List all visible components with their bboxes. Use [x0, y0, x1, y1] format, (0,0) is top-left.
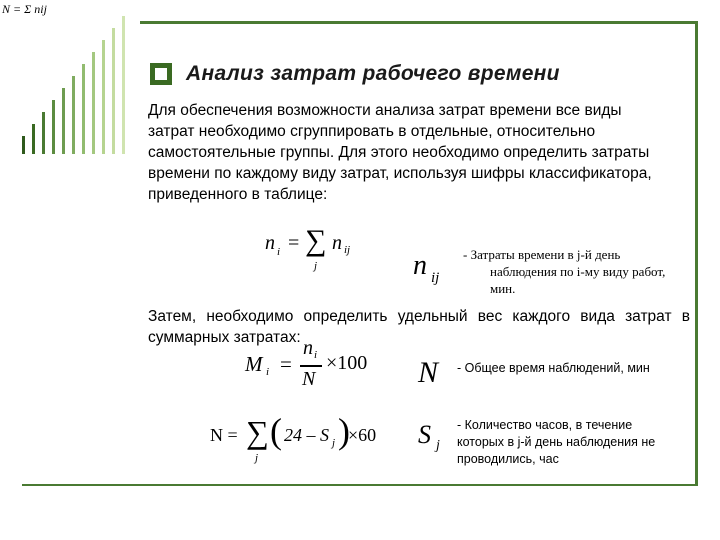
- stripe: [72, 76, 75, 154]
- Sj-symbol: S: [418, 420, 431, 449]
- slide-title: Анализ затрат рабочего времени: [186, 62, 560, 85]
- formula-mi-num-sub: i: [314, 349, 318, 361]
- formula-N-sum-sub: j: [255, 452, 259, 464]
- bottom-rule: [22, 484, 698, 486]
- formula-ni-lhs: n: [265, 232, 275, 254]
- formula-ni-sum: ∑: [305, 224, 327, 257]
- nij-symbol-sub: ij: [431, 270, 440, 286]
- N-desc: - Общее время наблюдений, мин: [457, 361, 650, 375]
- formula-ni-term-sub: ij: [344, 244, 351, 256]
- formula-ni-lhs-sub: i: [277, 246, 281, 258]
- N-symbol: N: [418, 356, 439, 389]
- intro-paragraph: Для обеспечения возможности анализа затрат времени все виды затрат необходимо сгруппировать в отдельные, относительно самостоятельные группы. Для этого необходимо определить затраты времени по каждому виду затрат, используя шифры классификатора, приведенного в таблице:: [148, 102, 652, 203]
- square-bullet-icon: [150, 63, 172, 85]
- Sj-desc-line2: которых в j-й день наблюдения не: [457, 435, 656, 449]
- title-row: [150, 62, 560, 86]
- formula-mi-num: n: [303, 337, 313, 359]
- formula-mi-eq: =: [280, 352, 292, 376]
- stripe: [122, 16, 125, 154]
- formula-N-lhs: N =: [210, 425, 238, 445]
- stripe: [22, 136, 25, 154]
- Sj-desc-line3: проводились, час: [457, 452, 559, 466]
- formula-N-rparen: ): [338, 411, 350, 451]
- corner-formula: N = Σ nij: [2, 2, 47, 16]
- second-paragraph: Затем, необходимо определить удельный вес каждого вида затрат в суммарных затратах:: [148, 308, 690, 346]
- stripe: [32, 124, 35, 154]
- formula-N-inner-sub: j: [332, 437, 336, 449]
- stripe: [62, 88, 65, 154]
- nij-desc-line3: мин.: [490, 281, 516, 296]
- formula-mi-times: ×100: [326, 352, 368, 374]
- formula-N-times: ×60: [348, 425, 377, 445]
- nij-desc-line1: - Затраты времени в j-й день: [463, 247, 621, 262]
- top-rule: [140, 21, 698, 24]
- Sj-symbol-sub: j: [436, 438, 440, 453]
- Sj-desc-line1: - Количество часов, в течение: [457, 418, 633, 432]
- right-rule: [695, 21, 698, 486]
- fraction-bar: [300, 365, 322, 367]
- formula-N-lparen: (: [270, 411, 282, 451]
- stripe: [52, 100, 55, 154]
- formula-ni-eq: =: [288, 232, 300, 254]
- nij-symbol: n: [413, 250, 427, 281]
- formula-ni-sum-sub: j: [314, 260, 318, 272]
- formula-ni-term: n: [332, 232, 342, 254]
- stripe: [102, 40, 105, 154]
- formula-mi-den: N: [302, 368, 316, 390]
- formula-N-inner: 24 – S: [284, 425, 329, 445]
- nij-desc-line2: наблюдения по i-му виду работ,: [490, 264, 666, 279]
- formula-mi-lhs-sub: i: [266, 366, 270, 378]
- stripe: [42, 112, 45, 154]
- formula-mi-lhs: M: [245, 352, 263, 376]
- stripe: [82, 64, 85, 154]
- stripe: [92, 52, 95, 154]
- stripe: [112, 28, 115, 154]
- formula-N-sum: ∑: [246, 414, 269, 450]
